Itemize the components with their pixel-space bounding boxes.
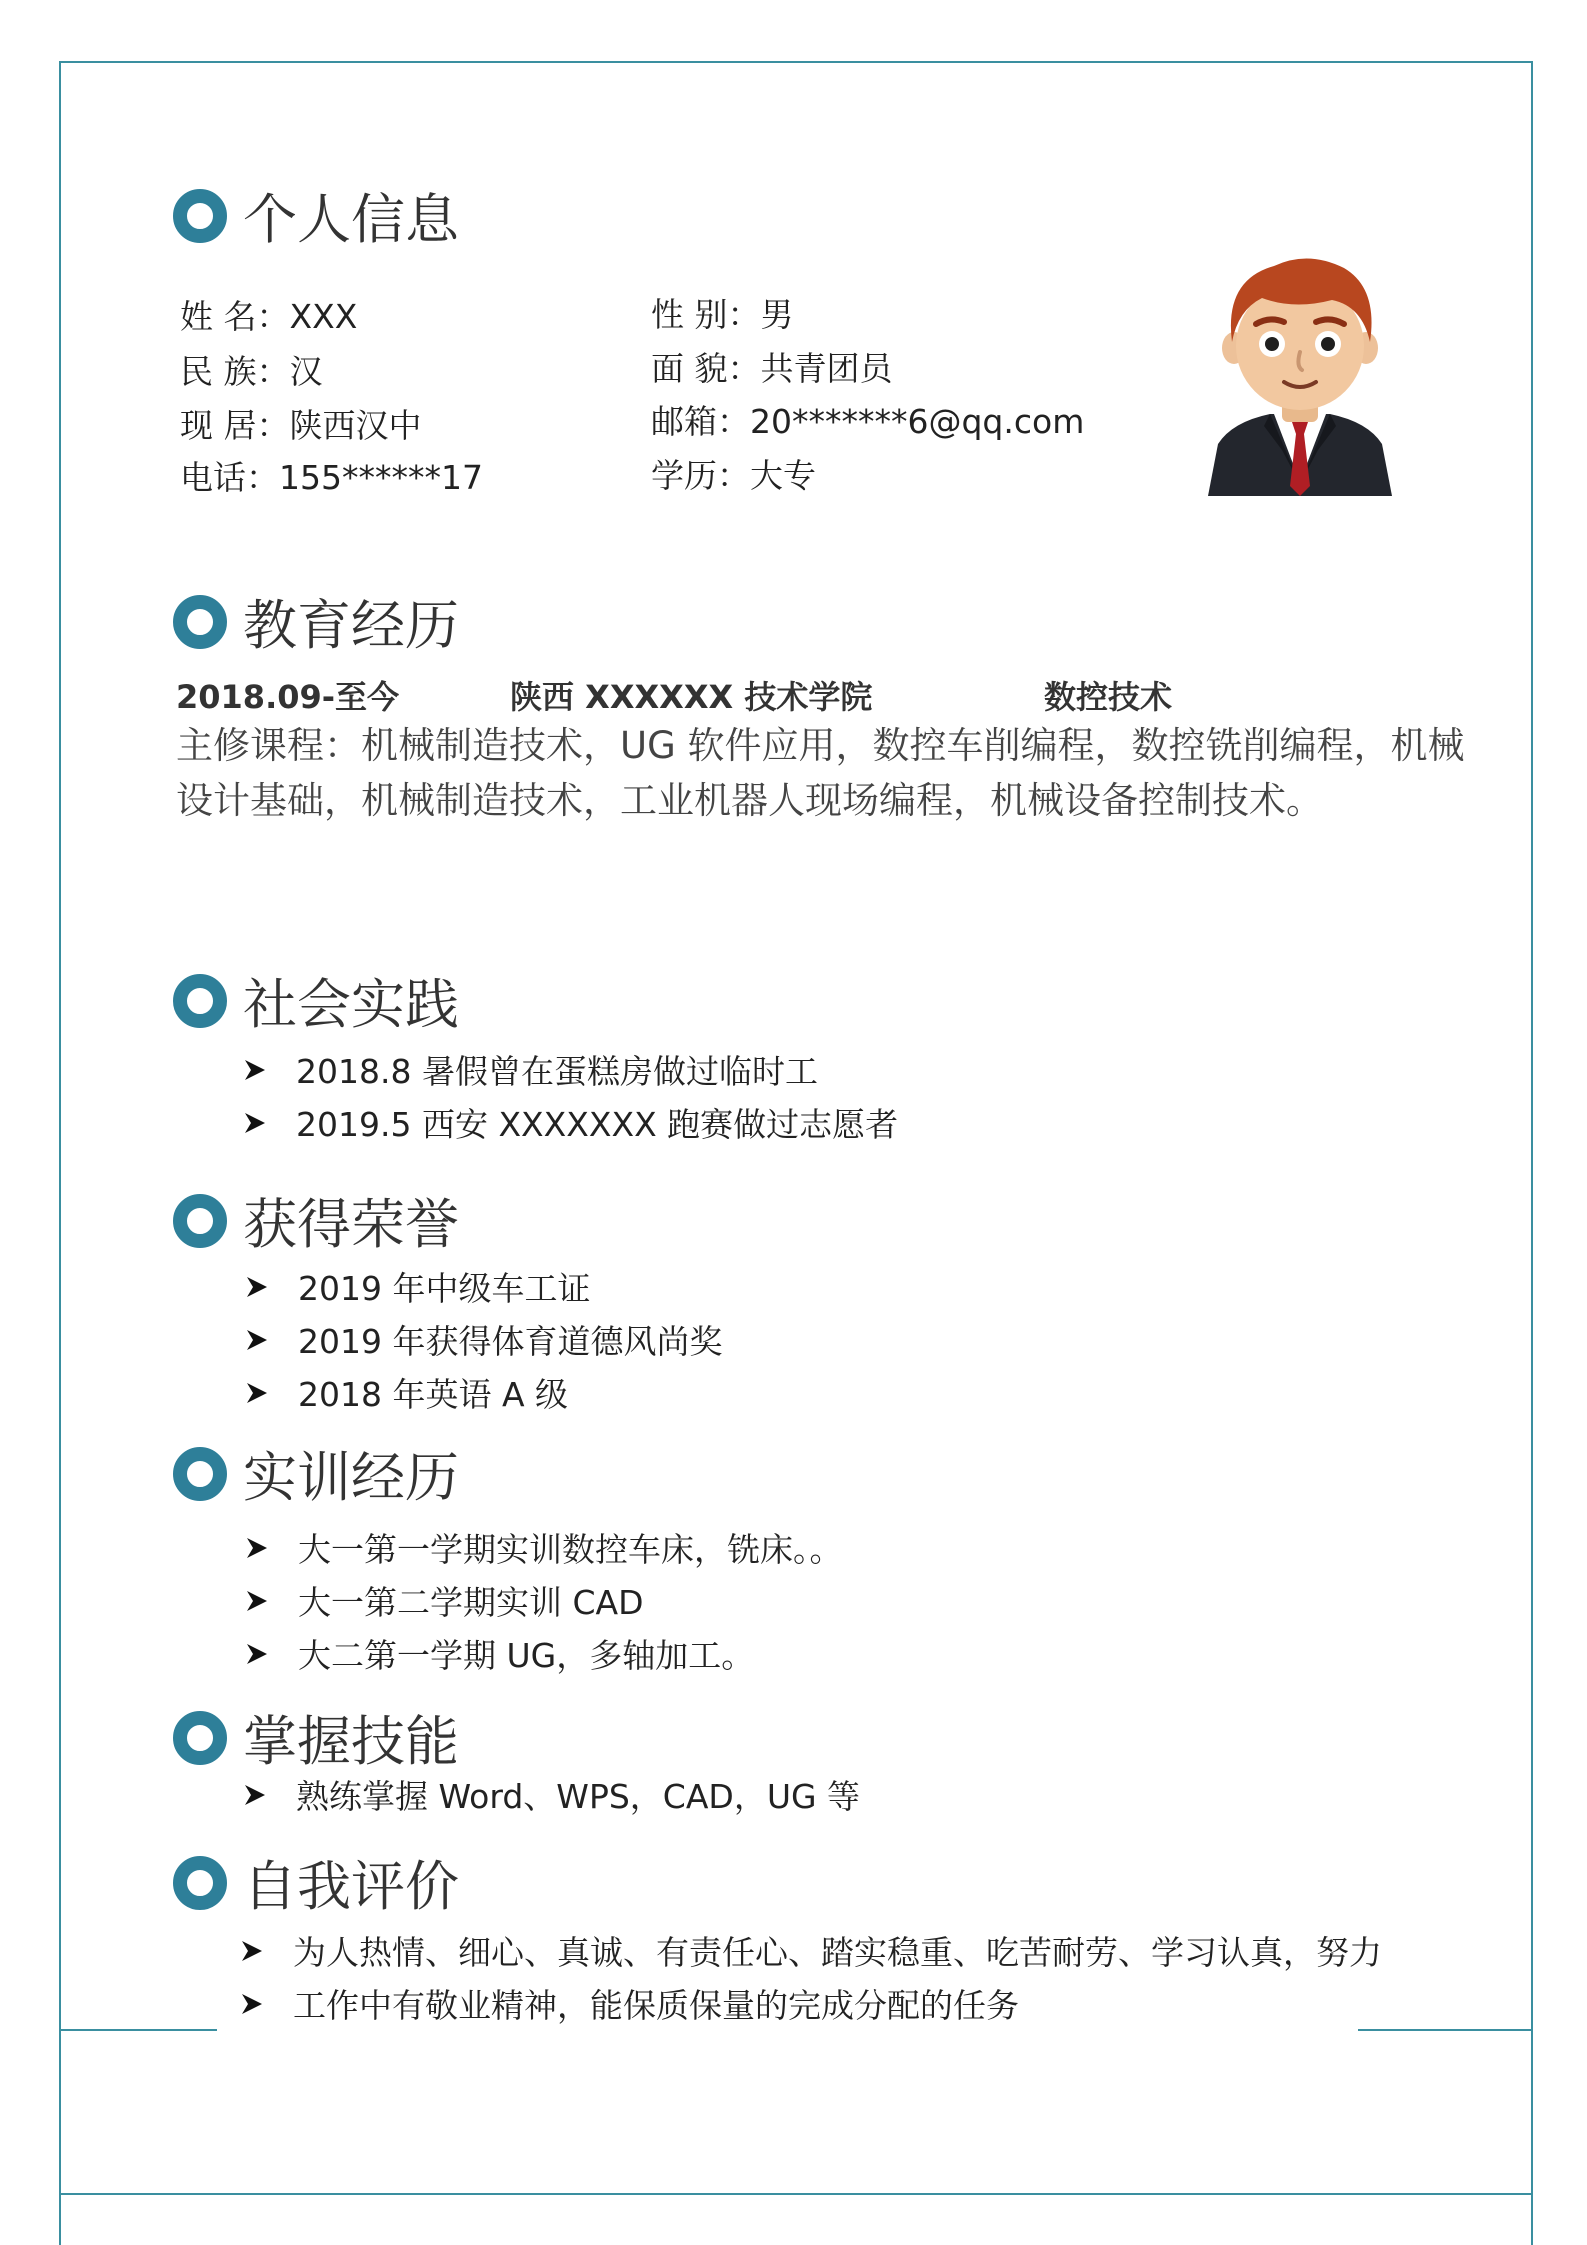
list-item — [246, 1260, 722, 1313]
list-item-text: 大一第一学期实训数控车床，铣床。。 — [298, 1530, 843, 1569]
section-title: 实训经历 — [243, 1446, 459, 1509]
list-item-text: 2019 年获得体育道德风尚奖 — [298, 1322, 723, 1361]
education-period: 2018.09-至今 — [176, 678, 400, 716]
self-evaluation-list — [241, 1924, 1382, 2030]
section-title: 个人信息 — [243, 188, 459, 251]
list-item — [241, 1977, 1382, 2030]
list-item — [244, 1043, 898, 1096]
section-title: 社会实践 — [243, 973, 459, 1036]
list-item — [246, 1521, 843, 1574]
section-social-practice — [173, 962, 459, 1039]
info-education-level: 学历：大专 — [651, 456, 816, 495]
frame-footer-line — [59, 2193, 1533, 2195]
frame-bottom-right-segment — [1358, 2029, 1533, 2031]
list-item-text: 2019.5 西安 XXXXXXX 跑赛做过志愿者 — [296, 1105, 899, 1144]
info-residence: 现 居：陕西汉中 — [180, 406, 422, 445]
arrow-bullet-icon — [246, 1382, 268, 1404]
frame-top-border — [59, 61, 1533, 63]
frame-right-border — [1531, 61, 1533, 2245]
info-phone: 电话：155******17 — [180, 458, 483, 497]
arrow-bullet-icon — [241, 1993, 263, 2015]
list-item-text: 2019 年中级车工证 — [298, 1269, 591, 1308]
training-list — [246, 1521, 843, 1680]
section-ring-icon — [173, 1711, 227, 1765]
section-title: 教育经历 — [243, 594, 459, 657]
section-honors — [173, 1182, 459, 1259]
section-ring-icon — [173, 1447, 227, 1501]
section-ring-icon — [173, 1856, 227, 1910]
arrow-bullet-icon — [246, 1643, 268, 1665]
section-ring-icon — [173, 595, 227, 649]
section-title: 获得荣誉 — [243, 1193, 459, 1256]
info-name: 姓 名：XXX — [180, 297, 358, 336]
arrow-bullet-icon — [246, 1276, 268, 1298]
section-education — [173, 583, 459, 660]
frame-bottom-left-segment — [59, 2029, 217, 2031]
arrow-bullet-icon — [244, 1059, 266, 1081]
frame-left-border — [59, 61, 61, 2245]
list-item-text: 大一第二学期实训 CAD — [298, 1583, 644, 1622]
section-training — [173, 1435, 459, 1512]
list-item-text: 大二第一学期 UG，多轴加工。 — [298, 1636, 755, 1675]
info-gender: 性 别：男 — [651, 295, 794, 334]
list-item — [246, 1366, 722, 1419]
honors-list — [246, 1260, 722, 1419]
section-ring-icon — [173, 189, 227, 243]
arrow-bullet-icon — [241, 1940, 263, 1962]
arrow-bullet-icon — [244, 1784, 266, 1806]
arrow-bullet-icon — [246, 1590, 268, 1612]
list-item — [246, 1627, 843, 1680]
cartoon-man-avatar-icon — [1204, 254, 1396, 496]
practice-list — [244, 1043, 898, 1149]
list-item-text: 工作中有敬业精神，能保质保量的完成分配的任务 — [293, 1986, 1019, 2025]
info-email: 邮箱：20*******6@qq.com — [651, 402, 1085, 441]
list-item — [246, 1574, 843, 1627]
arrow-bullet-icon — [246, 1537, 268, 1559]
education-courses: 主修课程：机械制造技术，UG 软件应用，数控车削编程，数控铣削编程，机械设计基础，机械制造技术，工业机器人现场编程，机械设备控制技术。 — [176, 724, 1465, 822]
list-item — [246, 1313, 722, 1366]
section-ring-icon — [173, 1194, 227, 1248]
list-item-text: 为人热情、细心、真诚、有责任心、踏实稳重、吃苦耐劳、学习认真，努力 — [293, 1933, 1382, 1972]
list-item — [241, 1924, 1382, 1977]
arrow-bullet-icon — [244, 1112, 266, 1134]
education-major: 数控技术 — [1044, 678, 1173, 716]
list-item-text: 2018.8 暑假曾在蛋糕房做过临时工 — [296, 1052, 818, 1091]
info-political-status: 面 貌：共青团员 — [651, 349, 893, 388]
section-title: 自我评价 — [243, 1855, 459, 1918]
section-skills — [173, 1699, 459, 1776]
section-ring-icon — [173, 974, 227, 1028]
arrow-bullet-icon — [246, 1329, 268, 1351]
education-school: 陕西 XXXXXX 技术学院 — [510, 678, 873, 716]
skills-list — [244, 1768, 860, 1821]
list-item — [244, 1768, 860, 1821]
section-title: 掌握技能 — [243, 1710, 459, 1773]
list-item-text: 2018 年英语 A 级 — [298, 1375, 569, 1414]
info-ethnicity: 民 族：汉 — [180, 352, 323, 391]
section-self-evaluation — [173, 1844, 459, 1921]
section-personal-info — [173, 177, 459, 254]
list-item-text: 熟练掌握 Word、WPS，CAD，UG 等 — [296, 1777, 861, 1816]
list-item — [244, 1096, 898, 1149]
